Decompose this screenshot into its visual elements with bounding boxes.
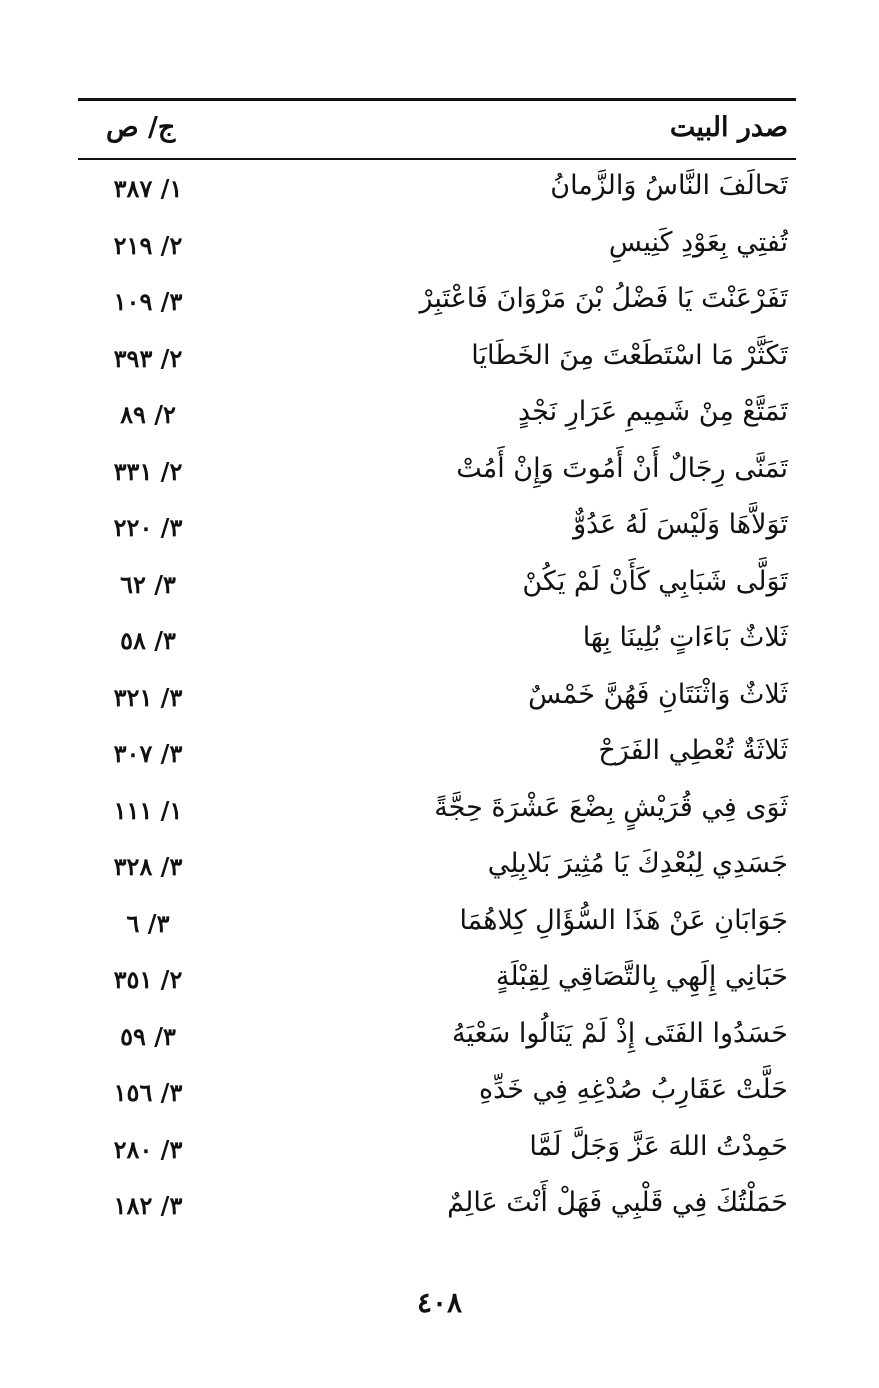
verse-text: ثَوَى فِي قُرَيْشٍ بِضْعَ عَشْرَةَ حِجَّةً: [434, 791, 788, 823]
verse-text: حَمَلْتُكَ فِي قَلْبِي فَهَلْ أَنْتَ عَالِمٌ: [447, 1187, 788, 1218]
table-row: [78, 1066, 796, 1123]
volume-page-ref: ٣/ ٥٨: [120, 626, 176, 655]
volume-page-ref: ٣/ ١٨٢: [113, 1191, 183, 1220]
volume-page-ref: ٣/ ٦٢: [120, 569, 176, 599]
volume-page-ref: ٣/ ٣٠٧: [113, 739, 183, 768]
table-row: [78, 727, 796, 784]
verse-text: جَسَدِي لِبُعْدِكَ يَا مُثِيرَ بَلابِلِي: [487, 848, 788, 879]
volume-page-ref: ٢/ ٣٩٣: [113, 343, 183, 373]
volume-page-ref: ٣/ ١٥٦: [113, 1078, 183, 1107]
header-rule: [78, 158, 796, 160]
verse-text: حَمِدْتُ اللهَ عَزَّ وَجَلَّ لَمَّا: [529, 1130, 788, 1162]
table-row: [78, 784, 796, 841]
verse-text: حَسَدُوا الفَتَى إِذْ لَمْ يَنَالُوا سَعْيَهُ: [452, 1017, 788, 1049]
volume-page-ref: ١/ ١١١: [113, 795, 183, 825]
table-row: [78, 275, 796, 332]
volume-page-ref: ٣/ ٦: [126, 908, 170, 938]
volume-page-ref: ٣/ ٣٢١: [113, 682, 183, 712]
verse-text: ثَلاثَةٌ تُعْطِي الفَرَحْ: [598, 735, 788, 766]
table-header: [78, 104, 796, 156]
verse-text: ثَلاثٌ وَاثْنَتَانِ فَهُنَّ خَمْسٌ: [528, 678, 788, 710]
table-row: [78, 558, 796, 615]
table-row: [78, 162, 796, 219]
table-row: [78, 897, 796, 954]
top-rule: [78, 98, 796, 101]
verse-text: تُفتِي بِعَوْدِ كَنِيسِ: [608, 226, 788, 258]
table-row: [78, 953, 796, 1010]
volume-page-ref: ٢/ ٢١٩: [113, 230, 183, 260]
table-row: [78, 1010, 796, 1067]
verse-text: تَحالَفَ النَّاسُ وَالزَّمانُ: [550, 170, 788, 201]
table-row: [78, 840, 796, 897]
table-row: [78, 614, 796, 671]
verse-text: جَوَابَانِ عَنْ هَذَا السُّؤَالِ كِلاهُمَا: [459, 904, 788, 936]
verse-text: ثَلاثٌ بَاءَاتٍ بُلِينَا بِهَا: [582, 622, 788, 653]
table-row: [78, 219, 796, 276]
table-row: [78, 671, 796, 728]
verse-text: تَفَرْعَنْتَ يَا فَضْلُ بْنَ مَرْوَانَ فَاعْتَبِرْ: [419, 283, 788, 314]
volume-page-ref: ٢/ ٣٣١: [113, 456, 183, 486]
verse-text: حَبَانِي إِلَهِي بِالتَّصَاقِي لِقِبْلَةٍ: [495, 961, 788, 992]
verse-column-header: صدر البيت: [669, 112, 788, 143]
volume-page-ref: ٢/ ٣٥١: [113, 965, 183, 994]
table-row: [78, 501, 796, 558]
volume-page-ref: ٣/ ٣٢٨: [113, 852, 183, 881]
table-row: [78, 1123, 796, 1180]
table-row: [78, 388, 796, 445]
table-row: [78, 445, 796, 502]
verse-text: تَمَنَّى رِجَالٌ أَنْ أَمُوتَ وَإِنْ أَمُتْ: [456, 452, 788, 484]
verse-index-table: [78, 162, 796, 1236]
volume-page-ref: ٣/ ٢٢٠: [113, 513, 183, 542]
volume-page-ref: ٣/ ٥٩: [120, 1021, 176, 1051]
verse-text: تَكَثَّرْ مَا اسْتَطَعْتَ مِنَ الخَطَايَا: [471, 339, 788, 371]
reference-column-header: ج/ ص: [106, 112, 176, 143]
volume-page-ref: ٣/ ٢٨٠: [113, 1134, 183, 1164]
verse-text: تَوَلَّى شَبَابِي كَأَنْ لَمْ يَكُنْ: [522, 565, 788, 597]
verse-text: تَمَتَّعْ مِنْ شَمِيمِ عَرَارِ نَجْدٍ: [518, 396, 788, 427]
volume-page-ref: ١/ ٣٨٧: [113, 174, 183, 203]
table-row: [78, 1179, 796, 1236]
table-row: [78, 332, 796, 389]
volume-page-ref: ٣/ ١٠٩: [113, 287, 183, 316]
page-number: ٤٠٨: [416, 1286, 463, 1319]
verse-text: حَلَّتْ عَقَارِبُ صُدْغِهِ فِي خَدِّهِ: [478, 1074, 788, 1105]
verse-text: تَوَلاَّهَا وَلَيْسَ لَهُ عَدُوٌّ: [573, 509, 788, 540]
volume-page-ref: ٢/ ٨٩: [120, 400, 176, 429]
